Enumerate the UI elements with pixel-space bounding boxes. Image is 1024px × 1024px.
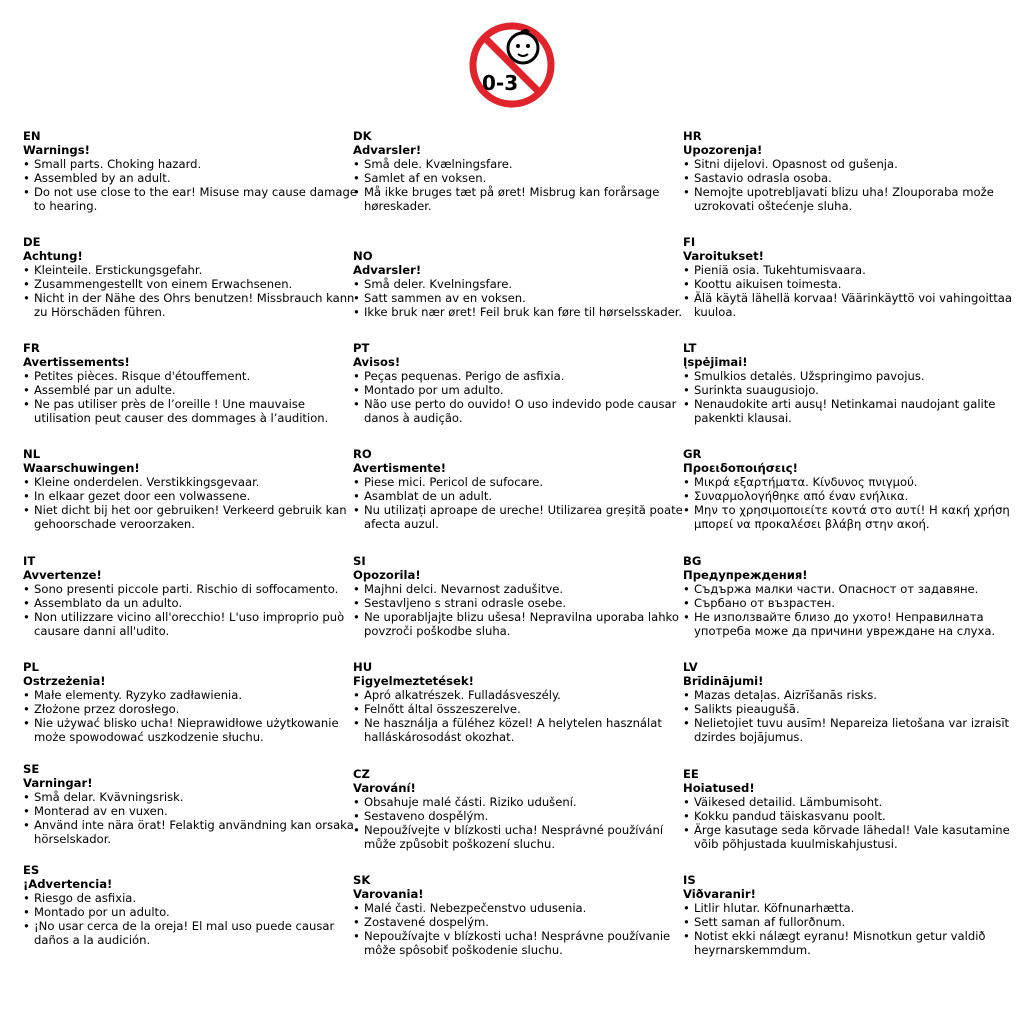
language-block-is bbox=[683, 873, 1023, 958]
warning-heading: Avisos! bbox=[353, 355, 401, 370]
warning-heading: Advarsler! bbox=[353, 143, 422, 158]
language-code: DK bbox=[353, 129, 372, 143]
language-code: EN bbox=[23, 129, 41, 143]
language-block-lt bbox=[683, 341, 1023, 426]
warning-item: • Riesgo de asfixia. bbox=[23, 891, 363, 905]
language-code: ES bbox=[23, 863, 40, 877]
warning-item: • Συναρμολογήθηκε από έναν ενήλικα. bbox=[683, 489, 1023, 503]
warning-item: • Smulkios detalės. Užspringimo pavojus. bbox=[683, 369, 1023, 383]
warning-item: • Monterad av en vuxen. bbox=[23, 804, 363, 818]
warning-item: • Não use perto do ouvido! O uso indevido pode causar danos à audição. bbox=[353, 397, 693, 425]
warning-item: • Piese mici. Pericol de sufocare. bbox=[353, 475, 693, 489]
language-block-dk bbox=[353, 129, 693, 214]
warning-item: • Ne használja a füléhez közel! A helytelen használat halláskárosodást okozhat. bbox=[353, 716, 693, 744]
warning-item: • Nepoužívejte v blízkosti ucha! Nesprávné používání může způsobit poškození sluchu. bbox=[353, 823, 693, 851]
warning-item: • Petites pièces. Risque d'étouffement. bbox=[23, 369, 363, 383]
warning-item: • Sestaveno dospělým. bbox=[353, 809, 693, 823]
language-code: IT bbox=[23, 554, 36, 568]
warning-heading: Opozorila! bbox=[353, 568, 421, 583]
language-code: SI bbox=[353, 554, 366, 568]
warning-item: • Nu utilizați aproape de ureche! Utilizarea greșită poate afecta auzul. bbox=[353, 503, 693, 531]
language-code: DE bbox=[23, 235, 41, 249]
language-code: NO bbox=[353, 249, 373, 263]
warning-item: • ¡No usar cerca de la oreja! El mal uso puede causar daños a la audición. bbox=[23, 919, 363, 947]
age-range-label: 0-3 bbox=[482, 71, 519, 95]
warning-heading: Viðvaranir! bbox=[683, 887, 756, 902]
warning-item: • Nepoužívajte v blízkosti ucha! Nesprávne používanie môže spôsobiť poškodenie sluchu. bbox=[353, 929, 693, 957]
warning-item: • Salikts pieaugušā. bbox=[683, 702, 1023, 716]
language-block-hr bbox=[683, 129, 1023, 214]
language-code: PT bbox=[353, 341, 370, 355]
language-code: IS bbox=[683, 873, 696, 887]
warning-item: • Small parts. Choking hazard. bbox=[23, 157, 363, 171]
warning-heading: Προειδοποιήσεις! bbox=[683, 461, 798, 476]
warning-item: • Asamblat de un adult. bbox=[353, 489, 693, 503]
warning-heading: Ostrzeżenia! bbox=[23, 674, 106, 689]
warning-heading: ¡Advertencia! bbox=[23, 877, 113, 892]
warning-item: • Notist ekki nálægt eyranu! Misnotkun getur valdið heyrnarskemmdum. bbox=[683, 929, 1023, 957]
no-children-under-3-icon bbox=[468, 21, 556, 109]
warning-heading: Warnings! bbox=[23, 143, 90, 158]
warning-item: • Majhni delci. Nevarnost zadušitve. bbox=[353, 582, 693, 596]
warning-item: • Älä käytä lähellä korvaa! Väärinkäyttö voi vahingoittaa kuuloa. bbox=[683, 291, 1023, 319]
warning-item: • Kleine onderdelen. Verstikkingsgevaar. bbox=[23, 475, 363, 489]
warning-item: • Små deler. Kvelningsfare. bbox=[353, 277, 693, 291]
warning-item: • Malé časti. Nebezpečenstvo udusenia. bbox=[353, 901, 693, 915]
warning-heading: Hoiatused! bbox=[683, 781, 755, 796]
warning-item: • Väikesed detailid. Lämbumisoht. bbox=[683, 795, 1023, 809]
warning-item: • Pieniä osia. Tukehtumisvaara. bbox=[683, 263, 1023, 277]
language-block-pl bbox=[23, 660, 363, 745]
warning-item: • Sitni dijelovi. Opasnost od gušenja. bbox=[683, 157, 1023, 171]
warning-item: • Nemojte upotrebljavati blizu uha! Zlouporaba može uzrokovati oštećenje sluha. bbox=[683, 185, 1023, 213]
warning-item: • Obsahuje malé části. Riziko udušení. bbox=[353, 795, 693, 809]
warning-item: • Sono presenti piccole parti. Rischio di soffocamento. bbox=[23, 582, 363, 596]
warning-heading: Varningar! bbox=[23, 776, 93, 791]
warning-item: • Ne pas utiliser près de l’oreille ! Une mauvaise utilisation peut causer des dommages à l’audition. bbox=[23, 397, 363, 425]
warning-item: • In elkaar gezet door een volwassene. bbox=[23, 489, 363, 503]
warning-item: • Assembled by an adult. bbox=[23, 171, 363, 185]
warning-item: • Använd inte nära örat! Felaktig användning kan orsaka hörselskador. bbox=[23, 818, 363, 846]
warning-item: • Montado por um adulto. bbox=[353, 383, 693, 397]
warning-heading: Brīdinājumi! bbox=[683, 674, 764, 689]
language-code: SK bbox=[353, 873, 371, 887]
warning-heading: Avertissements! bbox=[23, 355, 130, 370]
warning-item: • Съдържа малки части. Опасност от задавяне. bbox=[683, 582, 1023, 596]
warning-item: • Ärge kasutage seda kõrvade lähedal! Vale kasutamine võib põhjustada kuulmiskahjustusi. bbox=[683, 823, 1023, 851]
warning-item: • Felnőtt által összeszerelve. bbox=[353, 702, 693, 716]
warning-heading: Avvertenze! bbox=[23, 568, 102, 583]
warning-heading: Įspėjimai! bbox=[683, 355, 748, 370]
language-block-hu bbox=[353, 660, 693, 745]
warning-item: • Nicht in der Nähe des Ohrs benutzen! Missbrauch kann zu Hörschäden führen. bbox=[23, 291, 363, 319]
language-code: FR bbox=[23, 341, 40, 355]
language-block-si bbox=[353, 554, 693, 639]
warning-item: • Μην το χρησιμοποιείτε κοντά στο αυτί! Η κακή χρήση μπορεί να προκαλέσει βλάβη στην ακοή. bbox=[683, 503, 1023, 531]
warning-item: • Montado por un adulto. bbox=[23, 905, 363, 919]
warning-item: • Kleinteile. Erstickungsgefahr. bbox=[23, 263, 363, 277]
language-block-lv bbox=[683, 660, 1023, 745]
language-block-pt bbox=[353, 341, 693, 426]
warning-item: • Sestavljeno s strani odrasle osebe. bbox=[353, 596, 693, 610]
language-block-it bbox=[23, 554, 363, 639]
warning-item: • Zusammengestellt von einem Erwachsenen. bbox=[23, 277, 363, 291]
warning-item: • Må ikke bruges tæt på øret! Misbrug kan forårsage høreskader. bbox=[353, 185, 693, 213]
warning-item: • Ikke bruk nær øret! Feil bruk kan føre til hørselsskader. bbox=[353, 305, 693, 319]
warning-item: • Sastavio odrasla osoba. bbox=[683, 171, 1023, 185]
warning-item: • Små delar. Kvävningsrisk. bbox=[23, 790, 363, 804]
warning-item: • Små dele. Kvælningsfare. bbox=[353, 157, 693, 171]
language-block-ro bbox=[353, 447, 693, 532]
warning-item: • Apró alkatrészek. Fulladásveszély. bbox=[353, 688, 693, 702]
warning-item: • Peças pequenas. Perigo de asfixia. bbox=[353, 369, 693, 383]
language-code: SE bbox=[23, 762, 40, 776]
warning-item: • Satt sammen av en voksen. bbox=[353, 291, 693, 305]
language-block-de bbox=[23, 235, 363, 320]
warning-item: • Nie używać blisko ucha! Nieprawidłowe użytkowanie może spowodować uszkodzenie słuchu. bbox=[23, 716, 363, 744]
language-code: NL bbox=[23, 447, 41, 461]
warning-item: • Złożone przez dorosłego. bbox=[23, 702, 363, 716]
warning-heading: Varoitukset! bbox=[683, 249, 764, 264]
warning-item: • Non utilizzare vicino all'orecchio! L'uso improprio può causare danni all'udito. bbox=[23, 610, 363, 638]
language-block-bg bbox=[683, 554, 1023, 639]
warning-heading: Advarsler! bbox=[353, 263, 422, 278]
warning-item: • Nenaudokite arti ausų! Netinkamai naudojant galite pakenkti klausai. bbox=[683, 397, 1023, 425]
language-block-no bbox=[353, 249, 693, 319]
language-block-en bbox=[23, 129, 363, 214]
warning-item: • Assemblé par un adulte. bbox=[23, 383, 363, 397]
language-block-ee bbox=[683, 767, 1023, 852]
warning-item: • Surinkta suaugusiojo. bbox=[683, 383, 1023, 397]
language-block-fr bbox=[23, 341, 363, 426]
language-block-es bbox=[23, 863, 363, 948]
language-block-nl bbox=[23, 447, 363, 532]
warning-item: • Не използвайте близо до ухото! Неправилната употреба може да причини увреждане на слуха. bbox=[683, 610, 1023, 638]
warning-item: • Ne uporabljajte blizu ušesa! Nepravilna uporaba lahko povzroči poškodbe sluha. bbox=[353, 610, 693, 638]
warning-item: • Nelietojiet tuvu ausīm! Nepareiza lietošana var izraisīt dzirdes bojājumus. bbox=[683, 716, 1023, 744]
warning-item: • Małe elementy. Ryzyko zadławienia. bbox=[23, 688, 363, 702]
warning-item: • Μικρά εξαρτήματα. Κίνδυνος πνιγμού. bbox=[683, 475, 1023, 489]
warning-item: • Assemblato da un adulto. bbox=[23, 596, 363, 610]
warning-heading: Figyelmeztetések! bbox=[353, 674, 474, 689]
warning-item: • Zostavené dospelým. bbox=[353, 915, 693, 929]
language-code: HR bbox=[683, 129, 702, 143]
language-code: BG bbox=[683, 554, 702, 568]
warning-item: • Do not use close to the ear! Misuse may cause damage to hearing. bbox=[23, 185, 363, 213]
language-block-se bbox=[23, 762, 363, 847]
language-code: EE bbox=[683, 767, 699, 781]
warning-item: • Сърбано от възрастен. bbox=[683, 596, 1023, 610]
language-code: GR bbox=[683, 447, 702, 461]
warning-item: • Kokku pandud täiskasvanu poolt. bbox=[683, 809, 1023, 823]
language-code: CZ bbox=[353, 767, 370, 781]
language-code: PL bbox=[23, 660, 39, 674]
language-code: HU bbox=[353, 660, 373, 674]
warning-heading: Waarschuwingen! bbox=[23, 461, 140, 476]
warning-heading: Avertismente! bbox=[353, 461, 447, 476]
warning-heading: Upozorenja! bbox=[683, 143, 763, 158]
language-block-gr bbox=[683, 447, 1023, 532]
language-block-fi bbox=[683, 235, 1023, 320]
warning-item: • Niet dicht bij het oor gebruiken! Verkeerd gebruik kan gehoorschade veroorzaken. bbox=[23, 503, 363, 531]
warning-heading: Achtung! bbox=[23, 249, 83, 264]
warning-item: • Koottu aikuisen toimesta. bbox=[683, 277, 1023, 291]
warning-heading: Предупреждения! bbox=[683, 568, 808, 583]
warning-heading: Varovania! bbox=[353, 887, 424, 902]
language-block-sk bbox=[353, 873, 693, 958]
warning-item: • Litlir hlutar. Köfnunarhætta. bbox=[683, 901, 1023, 915]
language-code: LV bbox=[683, 660, 698, 674]
language-code: FI bbox=[683, 235, 696, 249]
warning-item: • Mazas detaļas. Aizrīšanās risks. bbox=[683, 688, 1023, 702]
language-block-cz bbox=[353, 767, 693, 852]
warning-item: • Samlet af en voksen. bbox=[353, 171, 693, 185]
warning-item: • Sett saman af fullorðnum. bbox=[683, 915, 1023, 929]
language-code: RO bbox=[353, 447, 372, 461]
warning-heading: Varování! bbox=[353, 781, 416, 796]
language-code: LT bbox=[683, 341, 697, 355]
